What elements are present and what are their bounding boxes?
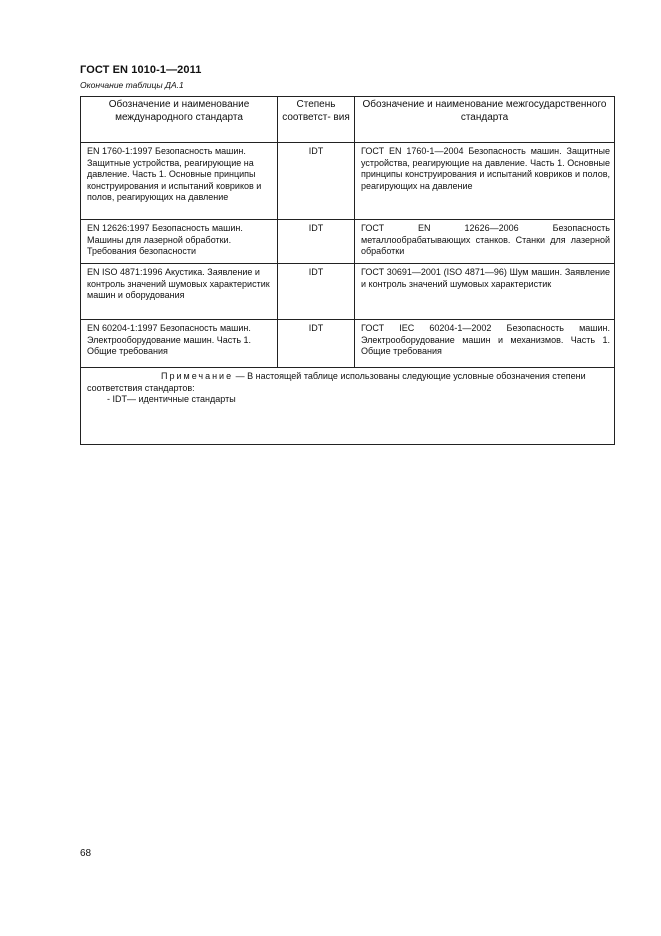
column-header-international: Обозначение и наименование международного стандарта [81, 97, 278, 143]
table-row [81, 143, 615, 220]
cell-international: EN ISO 4871:1996 Акустика. Заявление и контроль значений шумовых характеристик машин и оборудования [81, 264, 278, 320]
note-label: Примечание [161, 371, 234, 381]
cell-degree: IDT [278, 143, 355, 220]
standards-correspondence-table [80, 96, 615, 445]
cell-degree: IDT [278, 320, 355, 368]
document-title: ГОСТ EN 1010-1—2011 [80, 64, 202, 76]
page-number: 68 [80, 848, 92, 859]
cell-international: EN 60204-1:1997 Безопасность машин. Электрооборудование машин. Часть 1. Общие требования [81, 320, 278, 368]
note-bullet-item: - IDT— идентичные стандарты [107, 394, 236, 404]
note-text: — В настоящей таблице использованы следующие условные обозначения степени соответствия стандартов: [87, 371, 586, 393]
table-header-row [81, 97, 615, 143]
table-row [81, 264, 615, 320]
cell-international: EN 12626:1997 Безопасность машин. Машины для лазерной обработки. Требования безопасности [81, 220, 278, 264]
cell-degree: IDT [278, 220, 355, 264]
cell-international: EN 1760-1:1997 Безопасность машин. Защитные устройства, реагирующие на давление. Часть 1. Основные принципы конструирования и испытаний ковриков и полов, реагирующих на давление [81, 143, 278, 220]
cell-degree: IDT [278, 264, 355, 320]
table-row [81, 320, 615, 368]
column-header-degree: Степень соответст- вия [278, 97, 355, 143]
column-header-interstate: Обозначение и наименование межгосударственного стандарта [355, 97, 615, 143]
cell-interstate: ГОСТ EN 12626—2006 Безопасность металлообрабатывающих станков. Станки для лазерной обработки [355, 220, 615, 264]
cell-interstate: ГОСТ IEC 60204-1—2002 Безопасность машин. Электрооборудование машин и механизмов. Часть 1. Общие требования [355, 320, 615, 368]
cell-interstate: ГОСТ 30691—2001 (ISO 4871—96) Шум машин. Заявление и контроль значений шумовых характеристик [355, 264, 615, 320]
cell-interstate: ГОСТ EN 1760-1—2004 Безопасность машин. Защитные устройства, реагирующие на давление. Часть 1. Основные принципы конструирования и испытаний ковриков и полов, реагирующих на давление [355, 143, 615, 220]
table-row [81, 220, 615, 264]
table-continuation-caption: Окончание таблицы ДА.1 [80, 80, 184, 90]
table-note [81, 368, 615, 445]
table-note-row [81, 368, 615, 445]
